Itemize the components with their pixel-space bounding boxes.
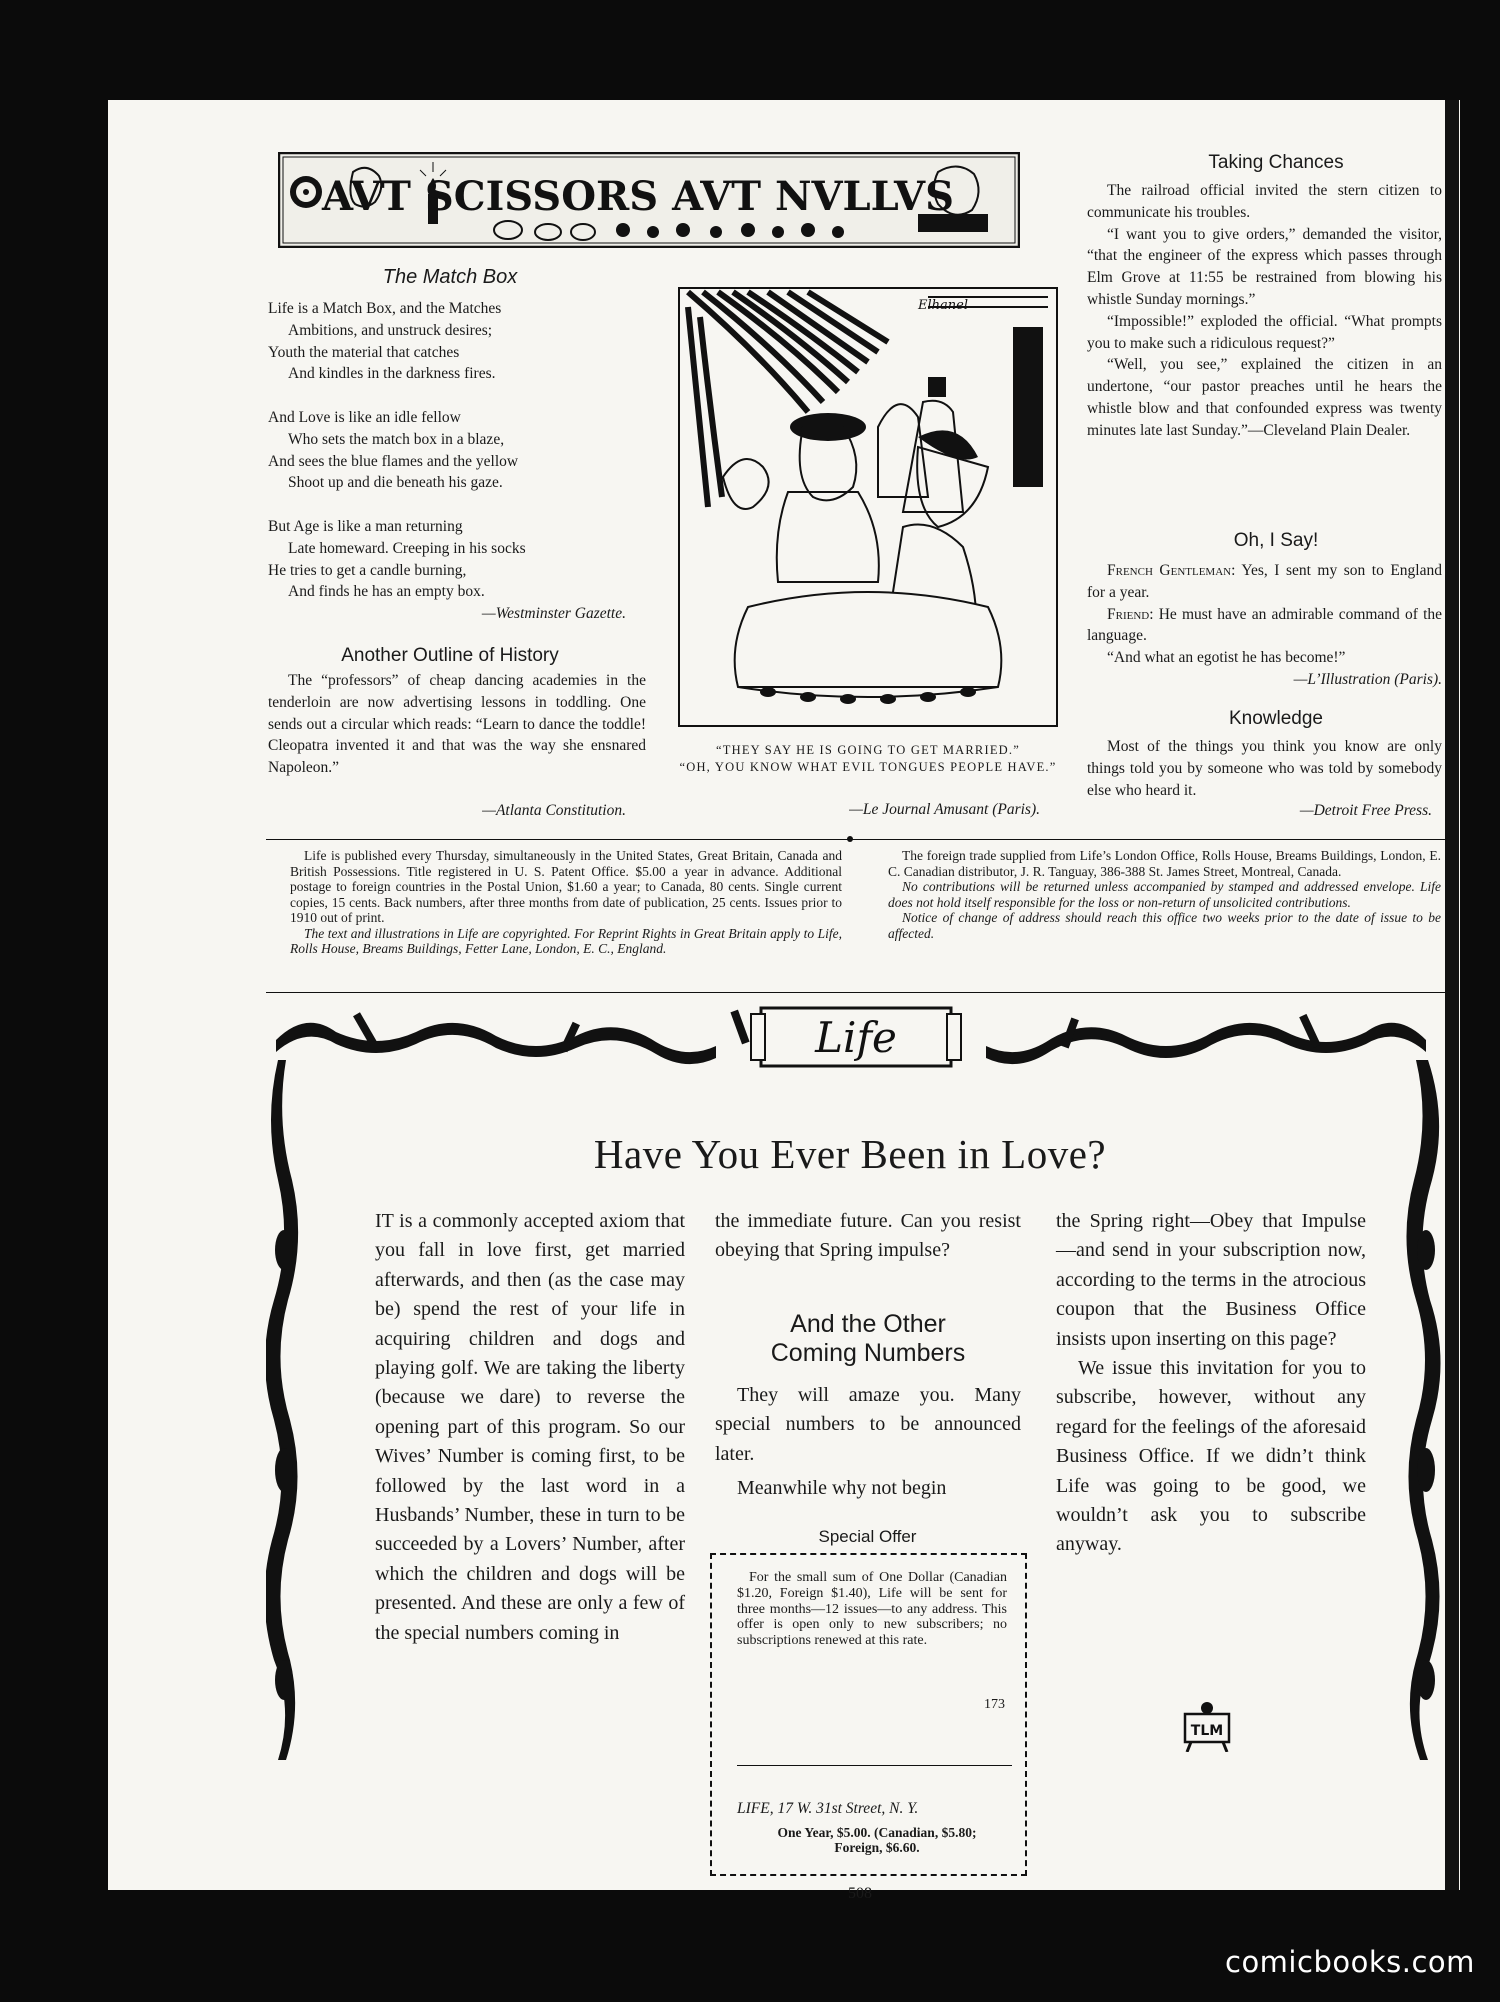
taking-chances-paragraph: The railroad official invited the stern citizen to communicate his troubles. bbox=[1087, 182, 1442, 221]
taking-chances-title: Taking Chances bbox=[1208, 152, 1344, 173]
banner-motto-text: AVT SCISSORS AVT NVLLVS bbox=[322, 173, 954, 220]
poem-line: And Love is like an idle fellow bbox=[268, 408, 461, 426]
oh-i-say-credit: —L’Illustration (Paris). bbox=[1293, 670, 1442, 688]
subscription-coupon[interactable] bbox=[710, 1553, 1027, 1876]
poem-line: Ambitions, and unstruck desires; bbox=[288, 321, 493, 339]
taking-chances-paragraph: “Impossible!” exploded the official. “What prompts you to make such a ridiculous request?” bbox=[1087, 312, 1442, 352]
oh-i-say-speaker: Friend: bbox=[1107, 605, 1154, 623]
poem-line: But Age is like a man returning bbox=[268, 517, 463, 535]
poem-line: And finds he has an empty box. bbox=[288, 583, 485, 601]
poem-line: Late homeward. Creeping in his socks bbox=[288, 539, 526, 557]
ad-column-3-paragraph: We issue this invitation for you to subscribe, however, without any regard for the feelings of the aforesaid Business Office. If we didn’t think Life was going to be good, we wouldn’t ask you to subscribe anyway. bbox=[1056, 1357, 1366, 1556]
coupon-number: 173 bbox=[984, 1697, 1005, 1712]
ad-column-2-top: the immediate future. Can you resist obeying that Spring impulse? bbox=[715, 1210, 1021, 1262]
imprint-dot bbox=[847, 836, 853, 842]
watermark-text: comicbooks.com bbox=[1225, 1945, 1475, 1979]
coupon-text: For the small sum of One Dollar (Canadian $1.20, Foreign $1.40), Life will be sent for three months—12 issues—to any address. This offer is open only to new subscribers; no subscriptions renewed at this rate. bbox=[737, 1570, 1007, 1649]
knowledge-title: Knowledge bbox=[1228, 708, 1324, 729]
coupon-address: LIFE, 17 W. 31st Street, N. Y. bbox=[737, 1800, 919, 1817]
ad-column-3 bbox=[1056, 1207, 1366, 1560]
life-logo: Life bbox=[815, 1013, 897, 1062]
history-credit: —Atlanta Constitution. bbox=[482, 802, 626, 819]
page-edge-shadow bbox=[1445, 100, 1459, 1890]
imprint-right-text: The foreign trade supplied from Life’s London Office, Rolls House, Breams Buildings, London, E. C. Canadian distributor, J. R. Tanguay, 386-388 St. James Street, Montreal, Canada. bbox=[888, 848, 1441, 879]
history-title: Another Outline of History bbox=[341, 645, 559, 666]
imprint-left-italic: The text and illustrations in Life are copyrighted. For Reprint Rights in Great Britain apply to Life, Rolls House, Breams Buildings, Fetter Lane, London, E. C., England. bbox=[290, 925, 842, 956]
poem-line: Who sets the match box in a blaze, bbox=[288, 430, 505, 448]
oh-i-say-text bbox=[1087, 560, 1442, 691]
match-box-title: The Match Box bbox=[382, 266, 518, 288]
match-box-poem bbox=[268, 298, 638, 625]
poem-line: He tries to get a candle burning, bbox=[268, 561, 467, 579]
ad-subhead-line1: And the Other bbox=[790, 1310, 946, 1338]
poem-line: And sees the blue flames and the yellow bbox=[268, 452, 519, 470]
oh-i-say-line: Yes, I sent my son to England for a year. bbox=[1087, 562, 1442, 601]
taking-chances-paragraph: “Well, you see,” explained the citizen in an undertone, “our pastor preaches until he hears the whistle blow and that confounded express was twenty minutes late last Sunday.”—Cleveland Plain Dealer. bbox=[1087, 356, 1442, 439]
cartoon-credit: —Le Journal Amusant (Paris). bbox=[849, 801, 1040, 818]
page-number: 508 bbox=[848, 1885, 872, 1902]
imprint-right-italic-2: Notice of change of address should reach this office two weeks prior to the date of issue to be affected. bbox=[888, 910, 1441, 941]
coupon-name-line[interactable] bbox=[737, 1765, 1012, 1766]
oh-i-say-line: “And what an egotist he has become!” bbox=[1107, 649, 1346, 667]
ad-headline: Have You Ever Been in Love? bbox=[593, 1131, 1107, 1177]
cartoon-illustration bbox=[678, 287, 1058, 727]
poem-line: Life is a Match Box, and the Matches bbox=[268, 300, 502, 317]
ad-subhead-line2: Coming Numbers bbox=[770, 1339, 966, 1367]
oh-i-say-title: Oh, I Say! bbox=[1233, 530, 1319, 551]
oh-i-say-speaker: French Gentleman: bbox=[1107, 562, 1236, 579]
poem-line: Youth the material that catches bbox=[268, 343, 460, 361]
coupon-title: Special Offer bbox=[818, 1527, 917, 1546]
imprint-rule-bottom bbox=[266, 992, 1446, 993]
ad-column-1: IT is a commonly accepted axiom that you fall in love first, get married afterwards, and then (as the case may be) spend the rest of your life in acquiring children and dogs and playing golf. We are taking the liberty (because we dare) to reverse the opening part of this program. So our Wives’ Number is coming first, to be followed by the last word in a Husbands’ Number, these in turn to be succeeded by a Lovers’ Number, after which the children and dogs will be presented. And these are only a few of the special numbers coming in bbox=[375, 1210, 685, 1644]
imprint-left bbox=[290, 848, 842, 957]
cartoon-signature: Elhanel bbox=[918, 298, 968, 313]
knowledge-credit: —Detroit Free Press. bbox=[1299, 802, 1432, 819]
ad-column-2-body bbox=[715, 1381, 1021, 1504]
poem-line: And kindles in the darkness fires. bbox=[288, 365, 496, 383]
coupon-prices: One Year, $5.00. (Canadian, $5.80; Foreign, $6.60. bbox=[777, 1825, 977, 1855]
ad-column-2-paragraph: Meanwhile why not begin bbox=[737, 1477, 947, 1500]
ad-column-3-paragraph: the Spring right—Obey that Impulse—and send in your subscription now, according to the terms in the atrocious coupon that the Business Office insists upon inserting on this page? bbox=[1056, 1210, 1366, 1350]
imprint-right bbox=[888, 848, 1441, 941]
banner-motto bbox=[278, 152, 1020, 248]
imprint-rule-top bbox=[266, 839, 1446, 840]
taking-chances-text bbox=[1087, 180, 1442, 442]
imprint-left-text: Life is published every Thursday, simultaneously in the United States, Great Britain, Canada and British Possessions. Title registered in U. S. Patent Office. $5.00 a year in advance. Additional postage to foreign countries in the Postal Union, $1.60 a year; to Canada, 80 cents. Single current copies, 15 cents. Back numbers, after three months from date of publication, 25 cents. Issues prior to 1910 out of print. bbox=[290, 848, 842, 925]
artist-monogram-text: TLM bbox=[1190, 1723, 1224, 1739]
poem-line: Shoot up and die beneath his gaze. bbox=[288, 474, 503, 492]
taking-chances-paragraph: “I want you to give orders,” demanded the visitor, “that the engineer of the express which passes through Elm Grove at 11:55 be restrained from blowing his whistle Sunday mornings.” bbox=[1087, 225, 1442, 308]
imprint-right-italic-1: No contributions will be returned unless accompanied by stamped and addressed envelope. Life does not hold itself responsible for the loss or non-return of unsolicited contributions. bbox=[888, 879, 1441, 910]
match-box-credit: —Westminster Gazette. bbox=[481, 605, 626, 623]
ad-subhead bbox=[715, 1310, 1021, 1368]
cartoon-caption bbox=[666, 742, 1070, 776]
cartoon-caption-line2: “OH, YOU KNOW WHAT EVIL TONGUES PEOPLE HAVE.” bbox=[679, 760, 1057, 774]
cartoon-caption-line1: “THEY SAY HE IS GOING TO GET MARRIED.” bbox=[716, 743, 1020, 757]
history-text: The “professors” of cheap dancing academies in the tenderloin are now advertising lessons in toddling. One sends out a circular which reads: “Learn to dance the toddle! Cleopatra invented it and that was the way she ensnared Napoleon.” bbox=[268, 672, 646, 777]
banner-illustration bbox=[278, 152, 1020, 248]
ad-column-2-paragraph: They will amaze you. Many special numbers to be announced later. bbox=[715, 1384, 1021, 1465]
oh-i-say-line: He must have an admirable command of the language. bbox=[1087, 605, 1443, 645]
artist-monogram bbox=[1177, 1700, 1237, 1752]
knowledge-text: Most of the things you think you know are only things told you by someone who was told by somebody else who heard it. bbox=[1087, 738, 1442, 799]
